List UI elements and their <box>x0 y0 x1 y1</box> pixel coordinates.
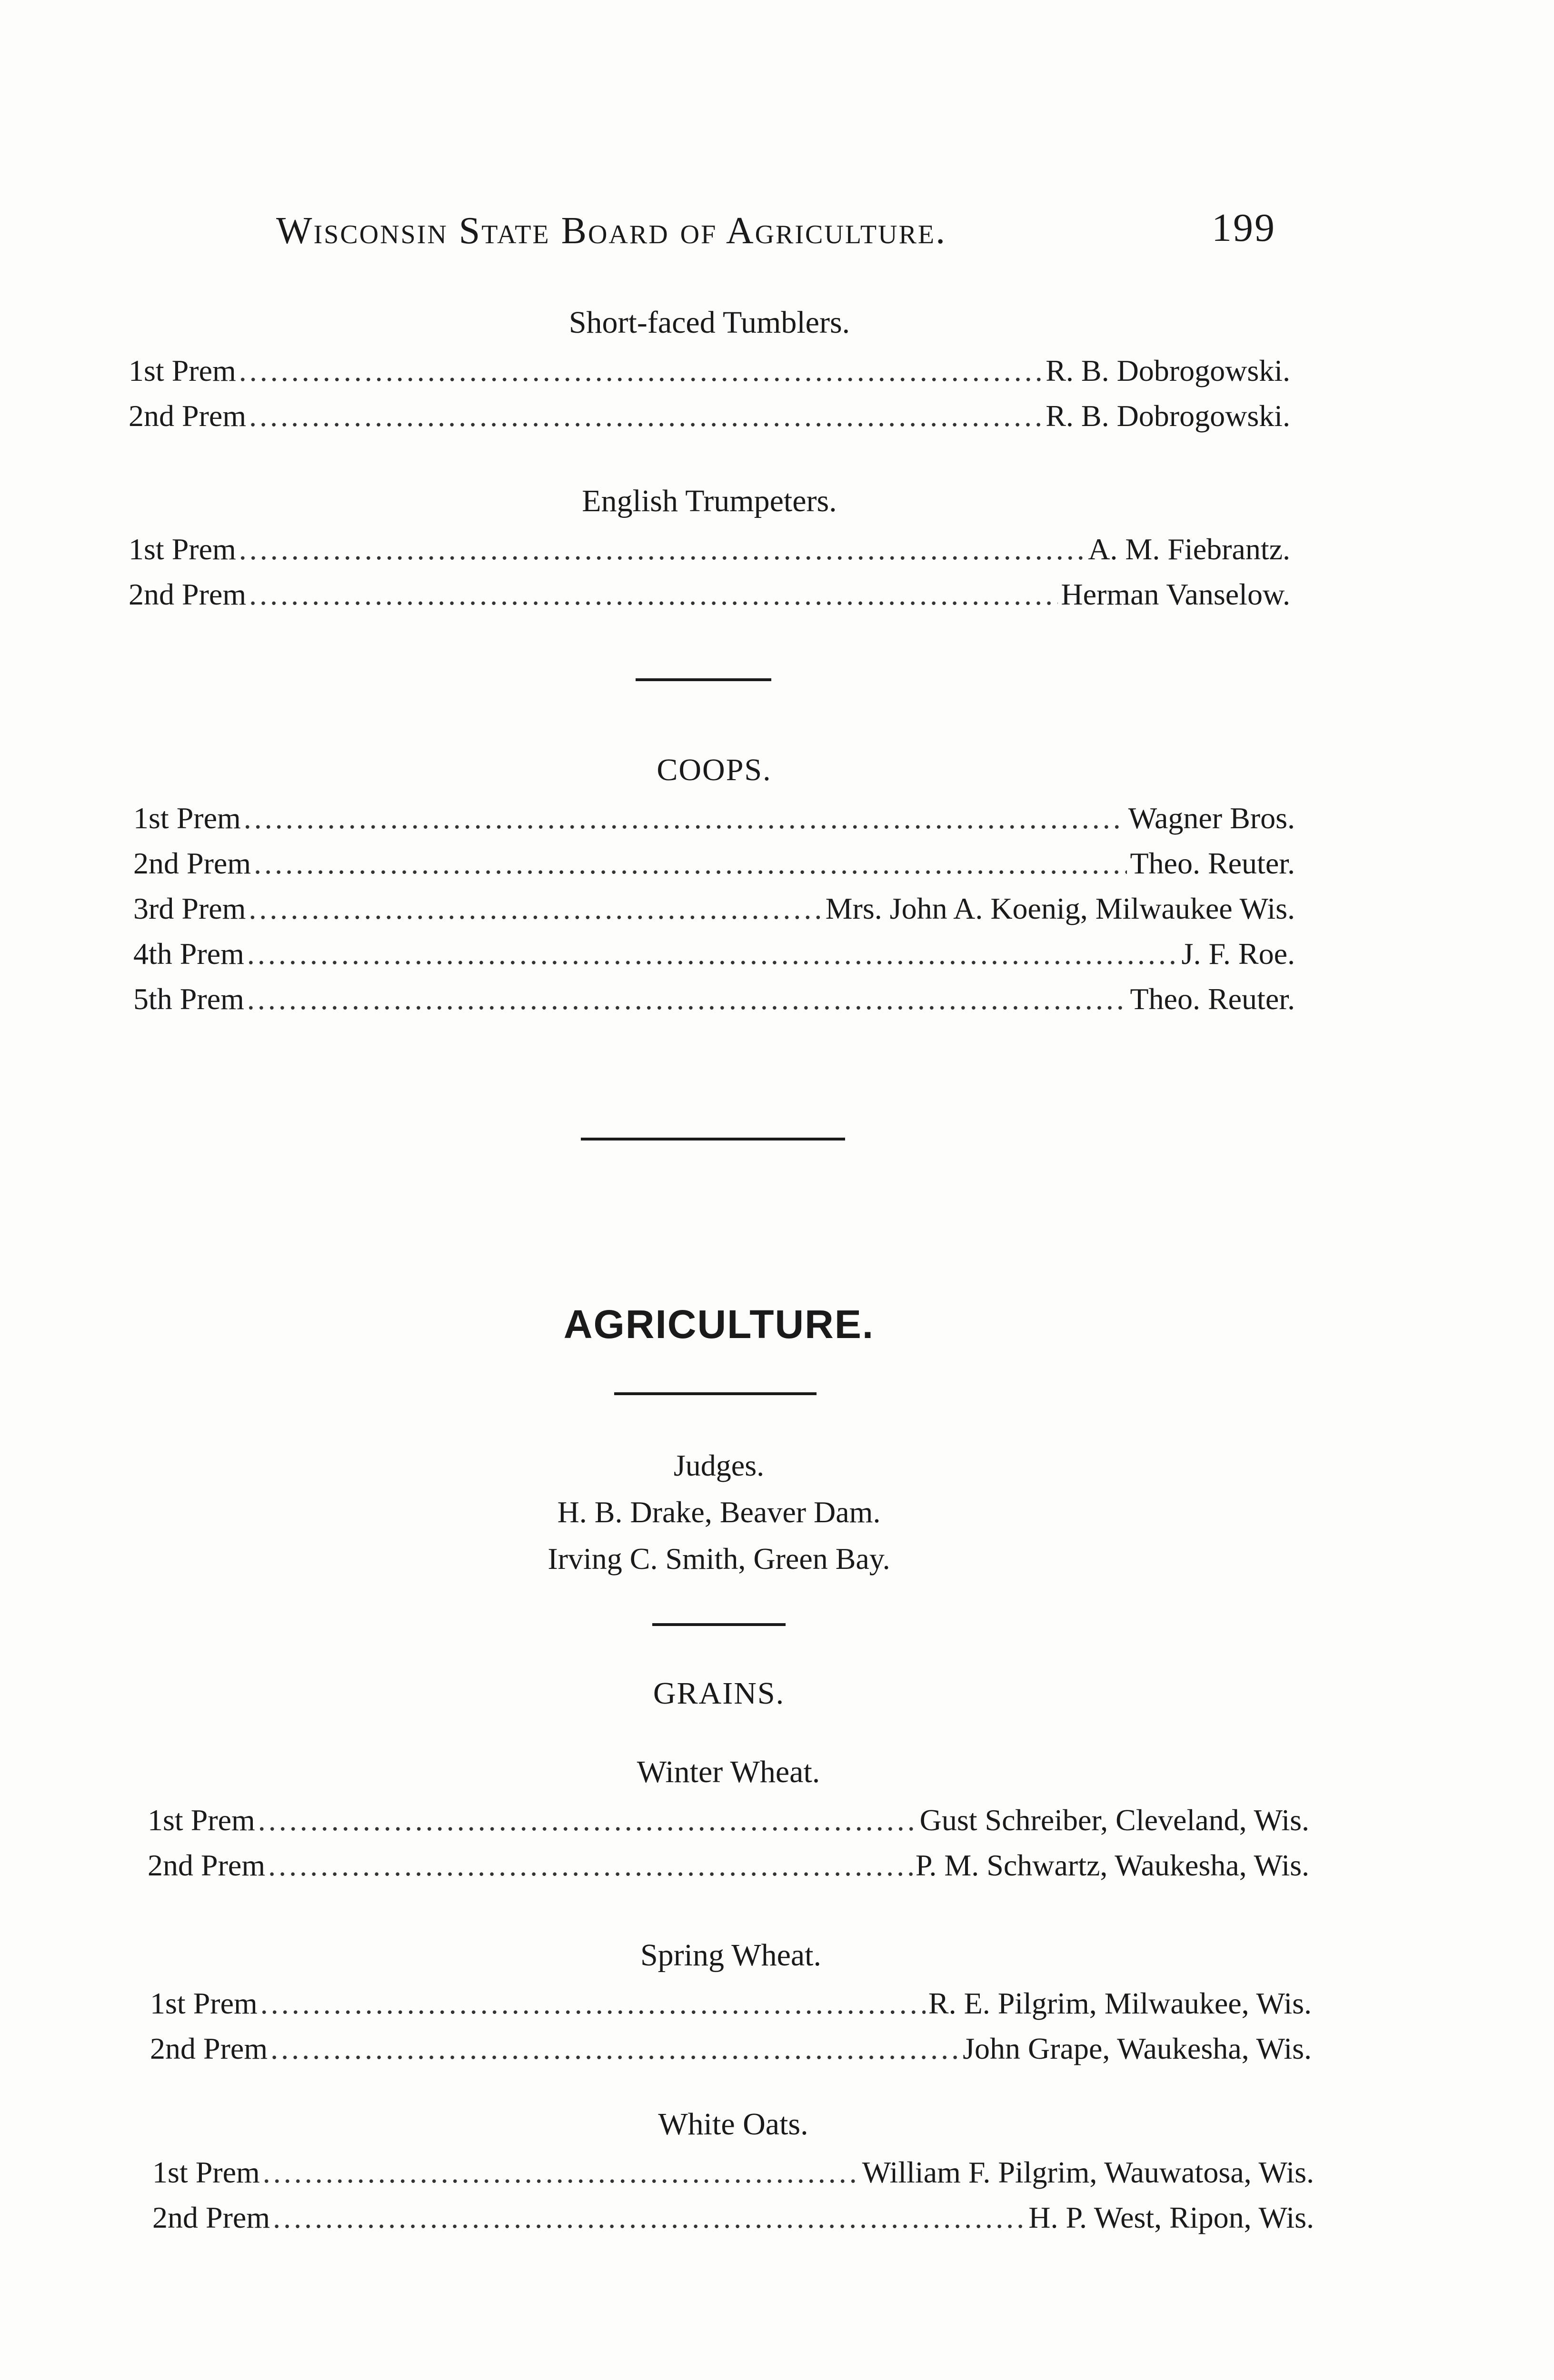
section-agriculture <box>138 1302 1300 1347</box>
section-spring-wheat <box>150 1940 1312 2071</box>
dot-leader <box>249 572 1058 617</box>
section-divider <box>614 1392 817 1395</box>
award-row <box>129 393 1290 438</box>
dot-leader <box>239 348 1043 393</box>
section-heading: Spring Wheat. <box>640 1938 822 1973</box>
award-row <box>133 795 1295 841</box>
section-short-faced-tumblers <box>129 307 1290 438</box>
award-row <box>148 1797 1309 1843</box>
award-place: 2nd Prem <box>148 1848 266 1882</box>
award-place: 1st Prem <box>129 354 236 387</box>
award-winner: Theo. Reuter. <box>1130 982 1295 1016</box>
award-winner: Theo. Reuter. <box>1130 846 1295 880</box>
award-row <box>150 2026 1312 2071</box>
award-place: 1st Prem <box>152 2155 260 2189</box>
judge-name: H. B. Drake, Beaver Dam. <box>557 1495 881 1529</box>
award-winner: Mrs. John A. Koenig, Milwaukee Wis. <box>825 892 1295 925</box>
award-place: 2nd Prem <box>133 846 251 880</box>
section-divider <box>652 1623 786 1626</box>
grains-heading: GRAINS. <box>653 1676 785 1711</box>
dot-leader <box>268 1843 913 1888</box>
award-winner: Herman Vanselow. <box>1061 577 1290 611</box>
award-row <box>152 2150 1314 2195</box>
award-row <box>133 931 1295 976</box>
award-winner: R. B. Dobrogowski. <box>1046 399 1290 433</box>
dot-leader <box>239 526 1085 572</box>
grains-heading-block <box>138 1678 1300 1709</box>
award-winner: R. B. Dobrogowski. <box>1046 354 1290 387</box>
award-place: 4th Prem <box>133 937 244 971</box>
award-winner: Gust Schreiber, Cleveland, Wis. <box>919 1803 1309 1837</box>
section-heading: White Oats. <box>658 2107 808 2142</box>
section-heading: Short-faced Tumblers. <box>568 305 850 340</box>
dot-leader <box>258 1797 917 1843</box>
award-row <box>129 526 1290 572</box>
award-winner: R. E. Pilgrim, Milwaukee, Wis. <box>928 1986 1312 2020</box>
award-row <box>133 841 1295 886</box>
dot-leader <box>254 841 1127 886</box>
dot-leader <box>270 2026 960 2071</box>
award-row <box>148 1843 1309 1888</box>
award-place: 2nd Prem <box>152 2201 270 2234</box>
dot-leader <box>247 931 1179 976</box>
award-row <box>152 2195 1314 2240</box>
award-place: 1st Prem <box>148 1803 255 1837</box>
award-place: 1st Prem <box>133 801 241 835</box>
dot-leader <box>260 1981 926 2026</box>
award-winner: P. M. Schwartz, Waukesha, Wis. <box>915 1848 1309 1882</box>
award-place: 1st Prem <box>150 1986 258 2020</box>
page-number: 199 <box>1212 206 1276 250</box>
award-place: 5th Prem <box>133 982 244 1016</box>
section-heading: English Trumpeters. <box>582 484 837 518</box>
dot-leader <box>249 393 1043 438</box>
award-place: 2nd Prem <box>129 399 247 433</box>
award-place: 2nd Prem <box>150 2032 268 2065</box>
award-place: 2nd Prem <box>129 577 247 611</box>
judges-heading: Judges. <box>673 1448 765 1482</box>
award-winner: John Grape, Waukesha, Wis. <box>963 2032 1312 2065</box>
award-place: 1st Prem <box>129 532 236 566</box>
dot-leader <box>249 886 822 931</box>
award-row <box>129 572 1290 617</box>
award-winner: J. F. Roe. <box>1181 937 1295 971</box>
section-heading: Winter Wheat. <box>637 1755 820 1789</box>
award-row <box>133 976 1295 1021</box>
dot-leader <box>263 2150 859 2195</box>
section-divider <box>581 1138 845 1140</box>
dot-leader <box>247 976 1127 1021</box>
section-divider <box>636 678 771 681</box>
section-heading: COOPS. <box>657 753 772 787</box>
section-white-oats <box>152 2109 1314 2240</box>
award-winner: A. M. Fiebrantz. <box>1088 532 1290 566</box>
award-row <box>129 348 1290 393</box>
award-winner: William F. Pilgrim, Wauwatosa, Wis. <box>862 2155 1314 2189</box>
award-winner: Wagner Bros. <box>1128 801 1295 835</box>
dot-leader <box>273 2195 1026 2240</box>
award-winner: H. P. West, Ripon, Wis. <box>1028 2201 1314 2234</box>
running-title: Wisconsin State Board of Agriculture. <box>276 210 947 252</box>
judge-name: Irving C. Smith, Green Bay. <box>548 1542 890 1576</box>
section-winter-wheat <box>148 1756 1309 1888</box>
section-english-trumpeters <box>129 486 1290 617</box>
award-row <box>133 886 1295 931</box>
award-place: 3rd Prem <box>133 892 246 925</box>
section-coops <box>133 754 1295 1021</box>
judges-block <box>138 1442 1300 1582</box>
award-row <box>150 1981 1312 2026</box>
department-title: AGRICULTURE. <box>563 1302 875 1347</box>
dot-leader <box>244 795 1126 841</box>
